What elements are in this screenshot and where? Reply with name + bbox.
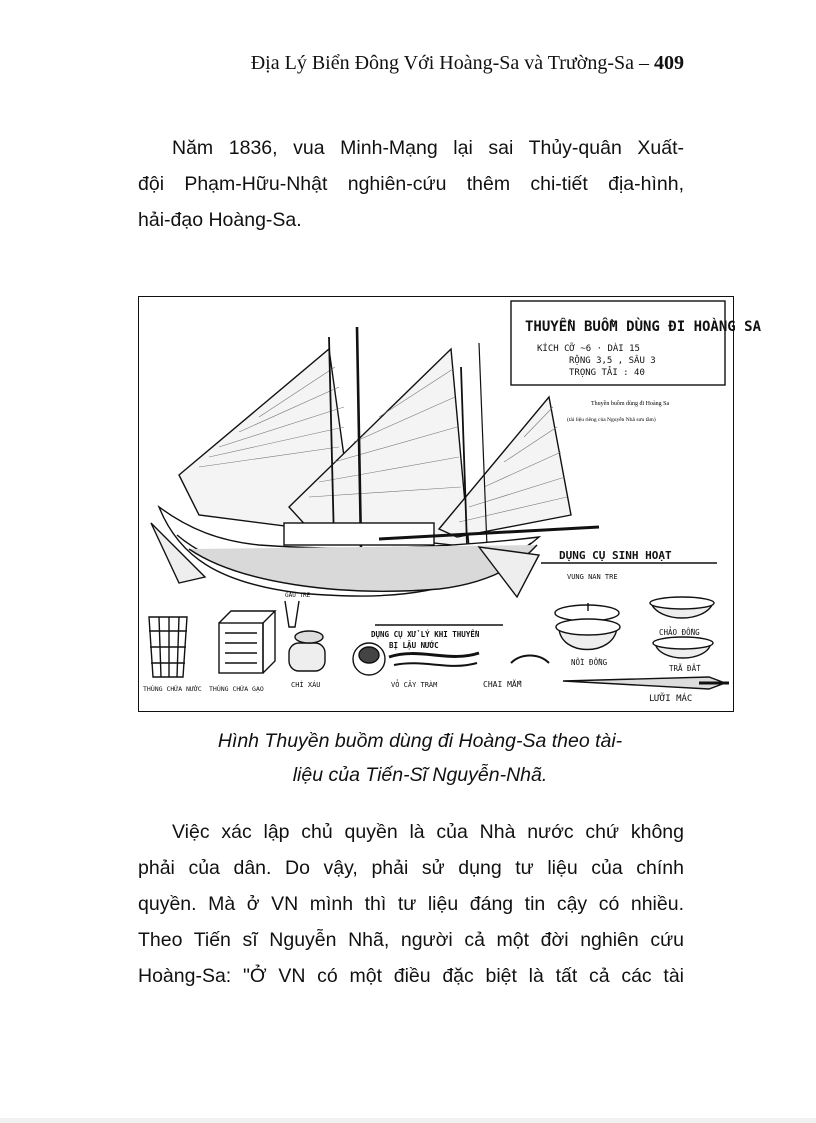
section-handling: DỤNG CỤ XỬ LÝ KHI THUYỀN xyxy=(371,630,480,639)
boat-drawing xyxy=(139,297,762,710)
page-number: 409 xyxy=(654,52,684,74)
paragraph-line: Theo Tiến sĩ Nguyễn Nhã, người cả một đời nghiên cứu xyxy=(138,929,684,951)
figure-title: THUYỀN BUỒM DÙNG ĐI HOÀNG SA xyxy=(525,319,762,335)
label-pan: CHẢO ĐỒNG xyxy=(659,628,700,637)
label-jar: CHAI MẮM xyxy=(483,680,522,689)
copper-pan xyxy=(650,597,714,618)
running-header xyxy=(0,52,684,75)
caption-line: Hình Thuyền buồm dùng đi Hoàng-Sa theo tài- xyxy=(217,730,623,752)
paragraph-line: Việc xác lập chủ quyền là của Nhà nước chứ không xyxy=(172,821,684,843)
label-lid: VUNG NAN TRE xyxy=(567,573,618,581)
label-rice-box: THÙNG CHỨA GẠO xyxy=(209,685,264,693)
paragraph-line: đội Phạm-Hữu-Nhật nghiên-cứu thêm chi-tiết địa-hình, xyxy=(138,173,684,195)
paragraph-line: Hoàng-Sa: "Ở VN có một điều đặc biệt là tất cả các tài xyxy=(138,965,684,987)
figure-note-2: (tài liệu riêng của Nguyễn Nhã sưu tầm) xyxy=(567,417,656,423)
figure-dims-2: RỘNG 3,5 , SÂU 3 xyxy=(569,356,656,366)
section-living: DỤNG CỤ SINH HOẠT xyxy=(559,549,672,562)
paragraph-intro xyxy=(138,130,684,238)
section-handling-2: BỊ LẬU NƯỚC xyxy=(389,641,439,650)
clay-pot xyxy=(653,637,713,658)
label-pot: NỒI ĐỒNG xyxy=(571,658,608,667)
label-bowls: VỎ CÂY TRÀM xyxy=(391,681,438,689)
label-knife: LƯỠI MÁC xyxy=(649,694,693,704)
water-tub xyxy=(149,617,187,677)
paragraph-line: hải-đạo Hoàng-Sa. xyxy=(138,209,302,231)
figure-caption xyxy=(100,724,740,792)
rice-box xyxy=(219,611,275,673)
running-title: Địa Lý Biển Đông Với Hoàng-Sa và Trường-Sa – xyxy=(250,52,649,74)
figure-note-1: Thuyền buồm dùng đi Hoàng Sa xyxy=(591,401,670,407)
label-clay: TRÃ ĐẤT xyxy=(669,664,701,673)
figure-dims-3: TRỌNG TẢI : 40 xyxy=(569,368,645,378)
caption-line: liệu của Tiến-Sĩ Nguyễn-Nhã. xyxy=(292,764,548,786)
boat-illustration xyxy=(138,296,762,712)
label-water-tub: THÙNG CHỨA NƯỚC xyxy=(143,685,202,693)
figure-dims-1: KÍCH CỠ ~6 · DÀI 15 xyxy=(537,344,640,354)
label-bag: CHÌ XÁU xyxy=(291,681,321,689)
paragraph-line: phải của dân. Do vậy, phải sử dụng tư liệu của chính xyxy=(138,857,684,879)
copper-pot xyxy=(555,603,620,650)
label-scoop: GÀU TRE xyxy=(285,592,311,599)
paragraph-line: Năm 1836, vua Minh-Mạng lại sai Thủy-quân Xuất- xyxy=(172,137,684,159)
paragraph-sovereignty xyxy=(138,814,684,994)
paragraph-line: quyền. Mà ở VN mình thì tư liệu đáng tin cậy có nhiều. xyxy=(138,893,684,915)
page-bottom-edge xyxy=(0,1118,816,1123)
